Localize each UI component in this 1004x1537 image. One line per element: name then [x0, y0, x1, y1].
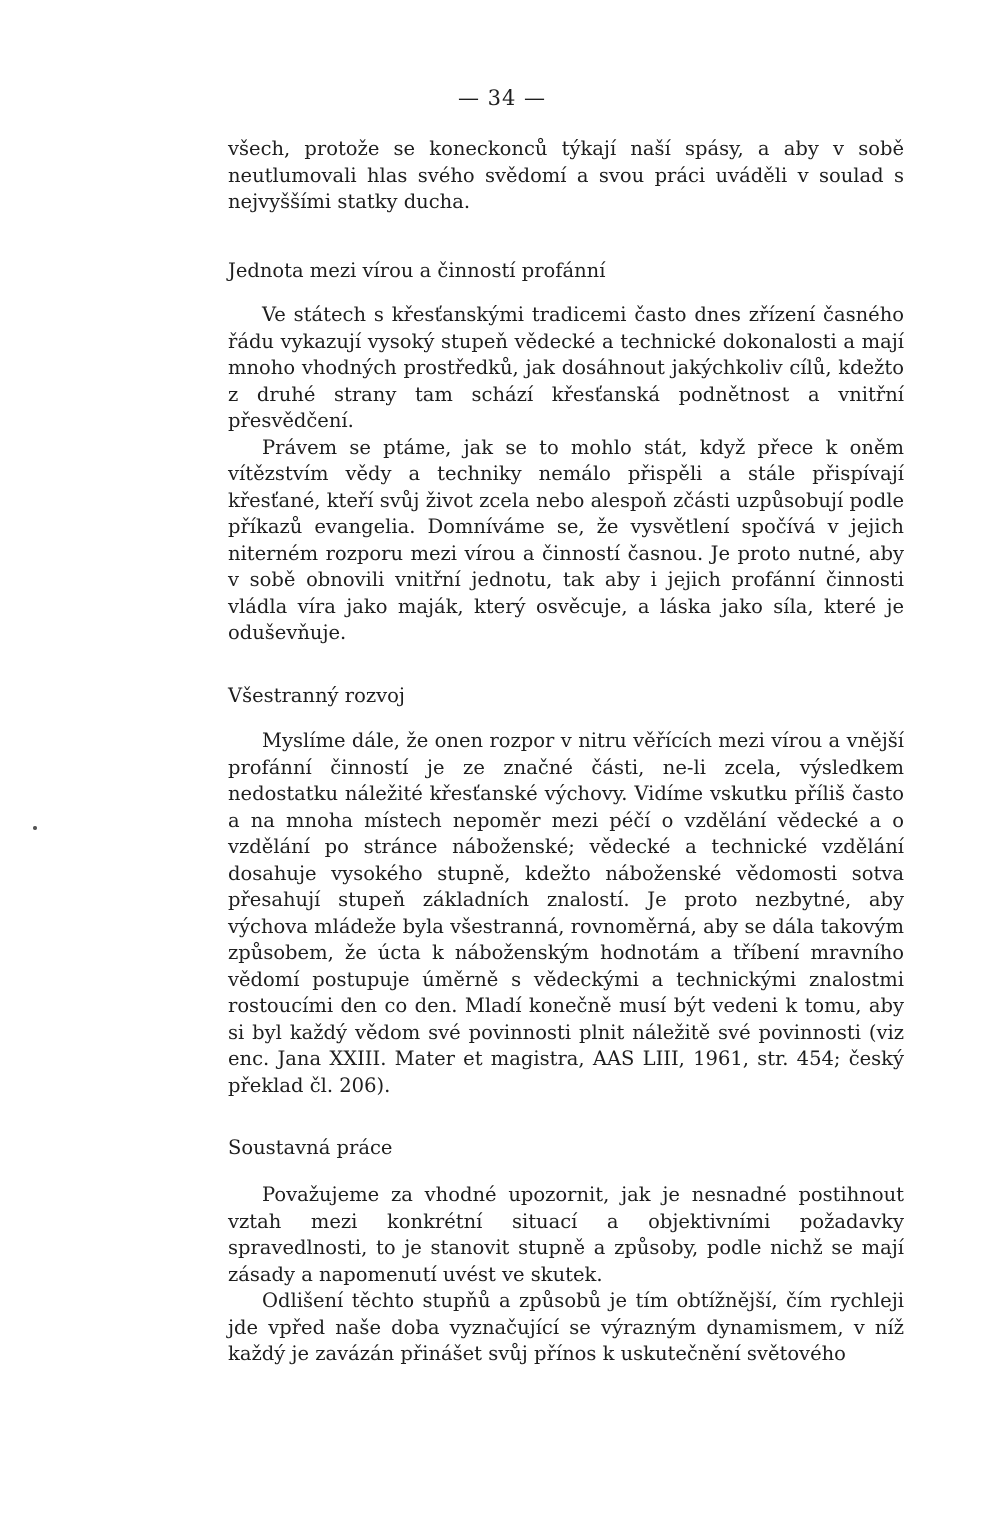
- section-heading-systematic-work: Soustavná práce: [228, 1136, 393, 1159]
- paragraph: Odlišení těchto stupňů a způsobů je tím obtížnější, čím rychleji jde vpřed naše doba vyznačující se výrazným dynamismem, v níž každý je zavázán přinášet svůj přínos k uskutečnění světového: [228, 1289, 904, 1365]
- continued-text-block: [228, 136, 904, 216]
- section-body-systematic-work: [228, 1182, 904, 1368]
- section-heading-unity: Jednota mezi vírou a činností profánní: [228, 259, 606, 282]
- section-body-development: [228, 728, 904, 1099]
- paragraph: Právem se ptáme, jak se to mohlo stát, když přece k oněm vítězstvím vědy a techniky nemálo přispěli a stále přispívají křesťané, kteří svůj život zcela nebo alespoň zčásti uzpůsobují podle příkazů evangelia. Domníváme se, že vysvětlení spočívá v jejich niterném rozporu mezi vírou a činností časnou. Je proto nutné, aby v sobě obnovili vnitřní jednotu, tak aby i jejich profánní činnosti vládla víra jako maják, který osvěcuje, a láska jako síla, které je oduševňuje.: [228, 435, 904, 644]
- paragraph: Ve státech s křesťanskými tradicemi často dnes zřízení časného řádu vykazují vysoký stupeň vědecké a technické dokonalosti a mají mnoho vhodných prostředků, jak dosáhnout jakýchkoliv cílů, kdežto z druhé strany tam schází křesťanská podnětnost a vnitřní přesvědčení.: [228, 303, 904, 432]
- section-body-unity: [228, 302, 904, 647]
- scan-speck: [33, 826, 37, 830]
- paragraph: Myslíme dále, že onen rozpor v nitru věřících mezi vírou a vnější profánní činností je ze značné části, ne-li zcela, výsledkem nedostatku náležité křesťanské výchovy. Vidíme vskutku příliš často a na mnoha místech nepoměr mezi péčí o vzdělání vědecké a o vzdělání po stránce náboženské; vědecké a technické vzdělání dosahuje vysokého stupně, kdežto náboženské vědomosti sotva přesahují stupeň základních znalostí. Je proto nezbytné, aby výchova mládeže byla všestranná, rovnoměrná, aby se dála takovým způsobem, že úcta k náboženským hodnotám a tříbení mravního vědomí postupuje úměrně s vědeckými a technickými znalostmi rostoucími den co den. Mladí konečně musí být vedeni k tomu, aby si byl každý vědom své povinnosti plnit náležitě své povinnosti (viz enc. Jana XXIII. Mater et magistra, AAS LIII, 1961, str. 454; český překlad čl. 206).: [228, 729, 904, 1097]
- page-number: — 34 —: [457, 86, 547, 110]
- section-heading-development: Všestranný rozvoj: [228, 684, 405, 707]
- paragraph: všech, protože se koneckonců týkají naší spásy, a aby v sobě neutlumovali hlas svého svědomí a svou práci uváděli v soulad s nejvyššími statky ducha.: [228, 137, 904, 213]
- paragraph: Považujeme za vhodné upozornit, jak je nesnadné postihnout vztah mezi konkrétní situací a objektivními požadavky spravedlnosti, to je stanovit stupně a způsoby, podle nichž se mají zásady a napomenutí uvést ve skutek.: [228, 1183, 904, 1286]
